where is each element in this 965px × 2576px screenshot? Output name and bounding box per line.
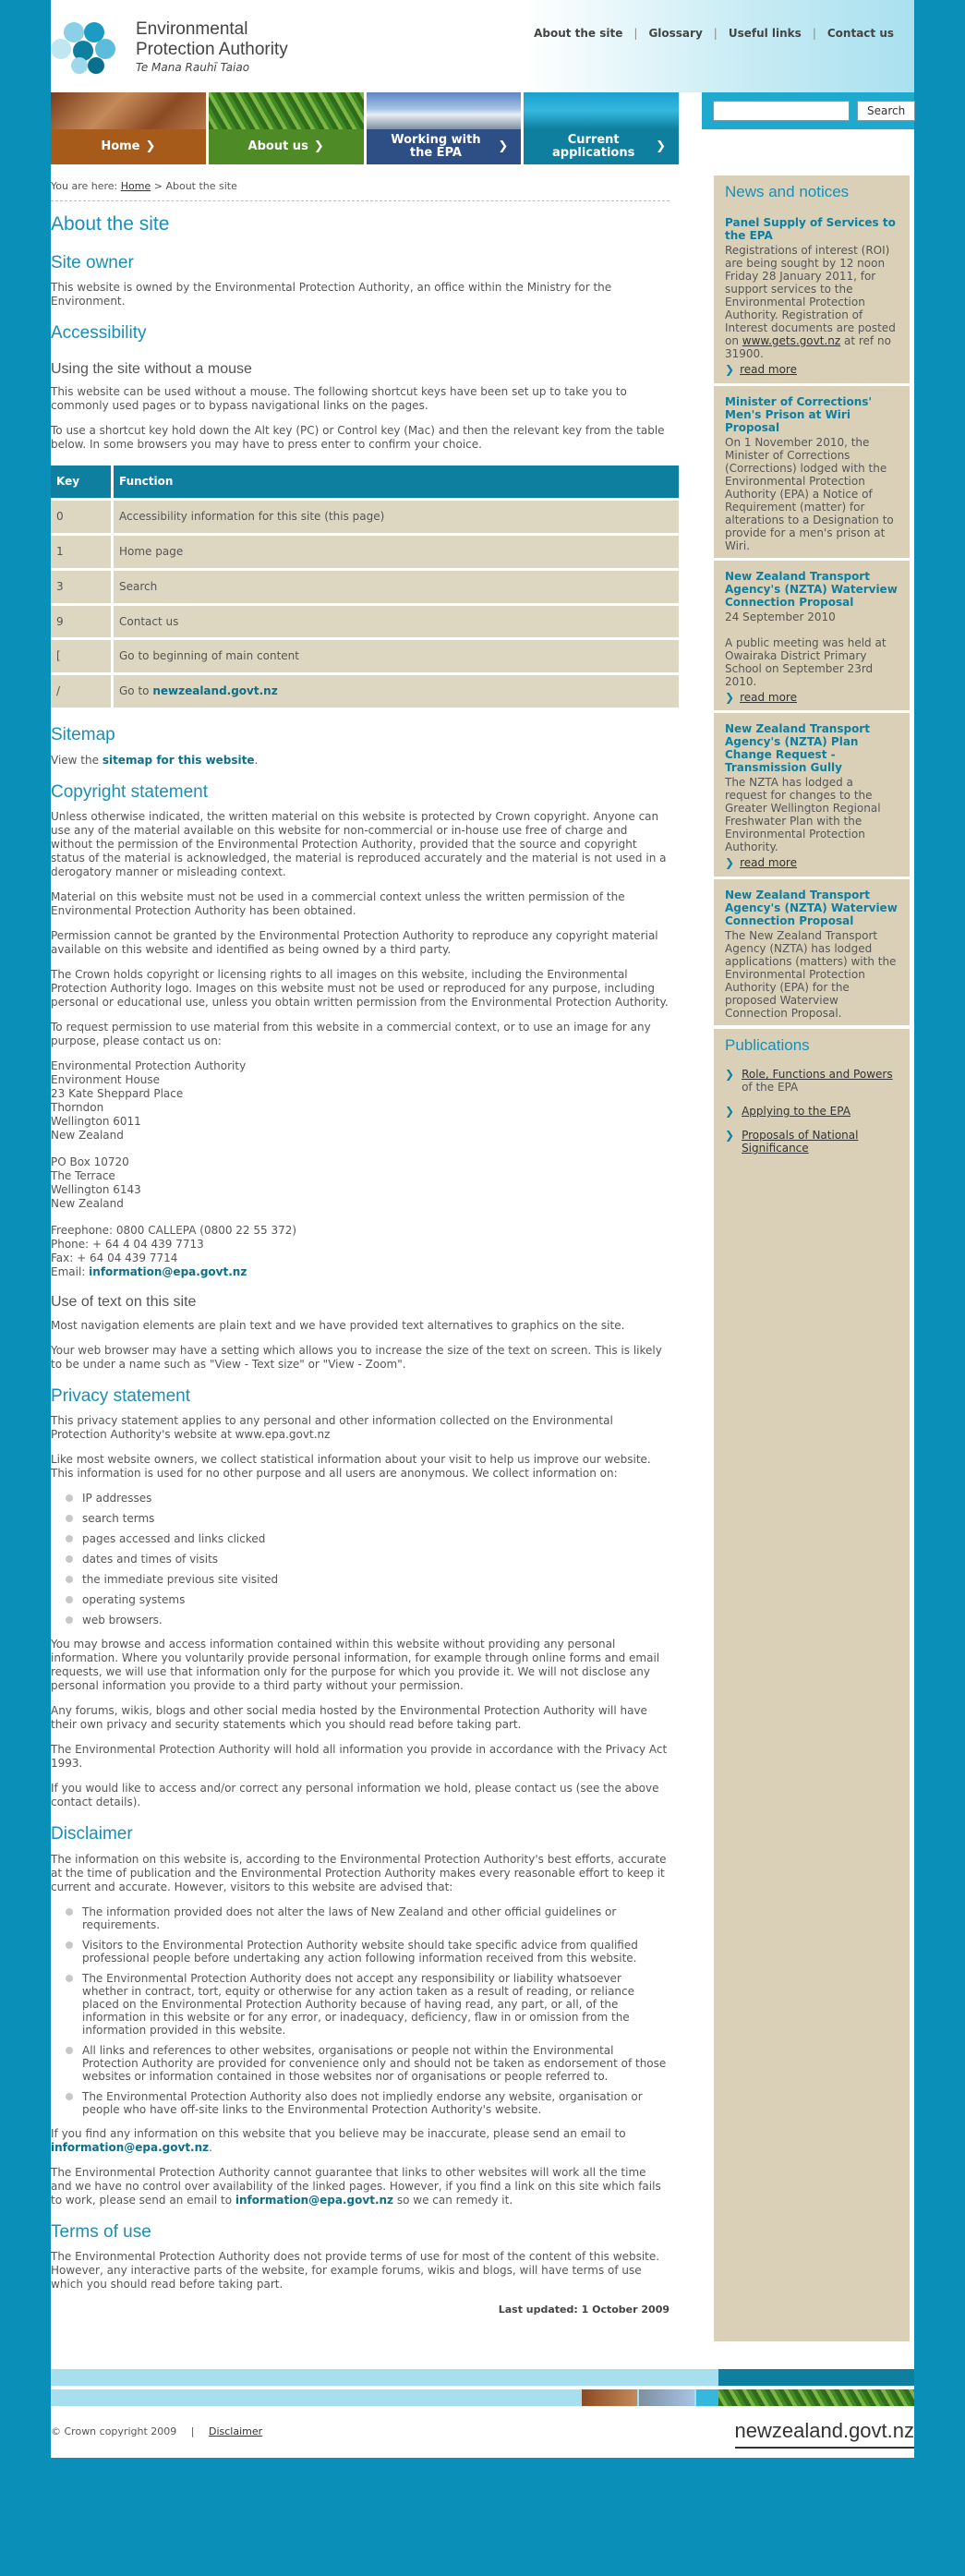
sitemap-text: View the sitemap for this website. xyxy=(51,753,259,767)
privacy-text-1: This privacy statement applies to any personal and other information collected on the Environmental Protection Authority's website at www.epa.govt.nz xyxy=(51,1414,613,1442)
email-link[interactable]: information@epa.govt.nz xyxy=(89,1265,247,1279)
sidebar xyxy=(714,175,910,2341)
news-title[interactable]: New Zealand Transport Agency's (NZTA) Plan Change Request - Transmission Gully xyxy=(725,722,870,775)
list-item: search terms xyxy=(60,1512,669,1525)
privacy-text-3: You may browse and access information contained within this website without providing any personal information. Where you voluntarily provide personal information, for example through online forms and email requests, we will use that information only for the purpose for which you provide it. We will not disclose any personal information you provide to a third party without your permission. xyxy=(51,1638,660,1693)
news-title[interactable]: New Zealand Transport Agency's (NZTA) Waterview Connection Proposal xyxy=(725,569,898,609)
arrow-right-icon: ❯ xyxy=(725,690,735,704)
newzealand-govt-logo[interactable]: newzealand.govt.nz xyxy=(735,2417,914,2449)
news-title[interactable]: Minister of Corrections' Men's Prison at Wiri Proposal xyxy=(725,394,873,434)
email-link[interactable]: information@epa.govt.nz xyxy=(235,2193,394,2207)
top-link-about-site[interactable]: About the site xyxy=(534,27,623,40)
news-item: New Zealand Transport Agency's (NZTA) Waterview Connection Proposal 24 September 2010 A public meeting was held at Owairaka District Primary School on September 23rd 2010. ❯ read more xyxy=(714,558,910,711)
chevron-right-icon: ❯ xyxy=(313,139,324,153)
without-mouse-text-1: This website can be used without a mouse. The following shortcut keys have been set up to take you to commonly used pages or to bypass navigational links on the pages. xyxy=(51,385,627,413)
list-item: pages accessed and links clicked xyxy=(60,1532,669,1545)
nav-label-home: Home xyxy=(101,139,140,153)
list-item: IP addresses xyxy=(60,1492,669,1505)
list-item: Visitors to the Environmental Protection Authority website should take specific advice from qualified professional people before undertaking any action following information received from this website. xyxy=(60,1939,669,1965)
table-row: [ Go to beginning of main content xyxy=(51,640,679,672)
nav-row xyxy=(51,92,914,172)
list-item xyxy=(725,1105,899,1118)
breadcrumb: You are here: Home > About the site xyxy=(51,179,669,201)
disclaimer-text-3: The Environmental Protection Authority cannot guarantee that links to other websites will work all the time and we have no control over availability of the linked pages. However, if you find a link on this site which fails to work, please send an email to information@epa.govt.nz so we can remedy it. xyxy=(51,2165,661,2207)
table-row: / Go to newzealand.govt.nz xyxy=(51,675,679,707)
disclaimer-text-1: The information on this website is, according to the Environmental Protection Authority's best efforts, accurate at the time of publication and the Environmental Protection Authority makes every reasonable effort to keep it current and accurate. However, visitors to this website are advised that: xyxy=(51,1852,667,1893)
arrow-right-icon: ❯ xyxy=(725,856,735,870)
heading-sitemap: Sitemap xyxy=(51,724,115,744)
list-item: ❯ Role, Functions and Powers of the EPA xyxy=(725,1067,893,1094)
logo-title-line1: Environmental xyxy=(136,19,248,39)
logo-maori-name: Te Mana Rauhī Taiao xyxy=(136,61,250,74)
page xyxy=(51,0,914,2458)
disclaimer-list xyxy=(60,1905,669,2116)
newzealand-govt-link[interactable]: newzealand.govt.nz xyxy=(152,684,278,698)
site-owner-text: This website is owned by the Environmental Protection Authority, an office within the Ministry for the Environment. xyxy=(51,281,612,308)
publication-link[interactable]: Proposals of National Significance xyxy=(742,1128,859,1155)
table-row: 0 Accessibility information for this site (this page) xyxy=(51,501,679,533)
arrow-right-icon: ❯ xyxy=(725,1104,735,1118)
nav-image-water xyxy=(524,92,679,129)
terms-text-1: The Environmental Protection Authority does not provide terms of use for most of the content of this website. However, any interactive parts of the website, for example forums, wikis and blogs, will have terms of use which you should read before taking part. xyxy=(51,2250,660,2292)
table-header-key: Key xyxy=(51,466,114,498)
top-link-glossary[interactable]: Glossary xyxy=(648,27,703,40)
list-item: the immediate previous site visited xyxy=(60,1573,669,1586)
heading-without-mouse: Using the site without a mouse xyxy=(51,360,252,377)
heading-disclaimer: Disclaimer xyxy=(51,1824,133,1844)
site-footer: © Crown copyright 2009 | Disclaimer newzealand.govt.nz xyxy=(51,2406,914,2458)
without-mouse-text-2: To use a shortcut key hold down the Alt key (PC) or Control key (Mac) and then the relevant key from the table below. In some browsers you may have to press enter to confirm your choice. xyxy=(51,424,665,452)
heading-accessibility: Accessibility xyxy=(51,323,147,344)
copyright-text-5: To request permission to use material from this website in a commercial context, or to use an image for any purpose, please contact us on: xyxy=(51,1021,651,1048)
use-of-text-2: Your web browser may have a setting which allows you to increase the size of the text on screen. This is likely to be under a name such as "View - Text size" or "View - Zoom". xyxy=(51,1343,662,1371)
nav-label-about: About us xyxy=(247,139,308,153)
shortcut-keys-table xyxy=(51,463,679,710)
arrow-right-icon: ❯ xyxy=(725,1067,735,1081)
news-title[interactable]: New Zealand Transport Agency's (NZTA) Waterview Connection Proposal xyxy=(725,889,898,928)
heading-copyright: Copyright statement xyxy=(51,781,209,802)
arrow-right-icon: ❯ xyxy=(725,362,735,376)
search-box xyxy=(702,92,914,129)
publications-list xyxy=(714,1060,910,1173)
logo-title-line2: Protection Authority xyxy=(136,40,288,59)
gets-link[interactable]: www.gets.govt.nz xyxy=(742,333,841,347)
chevron-right-icon: ❯ xyxy=(498,139,509,153)
nav-item-about[interactable] xyxy=(209,92,364,168)
heading-privacy: Privacy statement xyxy=(51,1385,190,1406)
privacy-text-4: Any forums, wikis, blogs and other social media hosted by the Environmental Protection Authority will have their own privacy and security statements which you should read before taking part. xyxy=(51,1704,647,1732)
read-more-link[interactable]: read more xyxy=(740,856,797,870)
chevron-right-icon: ❯ xyxy=(656,139,666,153)
page-title: About the site xyxy=(51,213,170,236)
read-more-link[interactable]: read more xyxy=(740,690,797,704)
list-item: dates and times of visits xyxy=(60,1553,669,1566)
main-nav xyxy=(51,92,679,168)
table-row: 3 Search xyxy=(51,571,679,603)
privacy-text-6: If you would like to access and/or correct any personal information we hold, please contact us (see the above contact details). xyxy=(51,1782,659,1809)
breadcrumb-current: About the site xyxy=(165,180,237,192)
nav-image-fern xyxy=(209,92,364,129)
news-item: New Zealand Transport Agency's (NZTA) Plan Change Request - Transmission Gully The NZTA has lodged a request for changes to the Greater Wellington Regional Freshwater Plan with the Environmental Protection Authority. ❯ read more xyxy=(714,710,910,877)
chevron-right-icon: ❯ xyxy=(145,139,156,153)
privacy-text-2: Like most website owners, we collect statistical information about your visit to help us improve our website. This information is used for no other purpose and all users are anonymous. We collect information on: xyxy=(51,1453,651,1481)
heading-site-owner: Site owner xyxy=(51,252,134,272)
table-row: 1 Home page xyxy=(51,536,679,568)
news-heading: News and notices xyxy=(725,183,850,200)
news-item: Minister of Corrections' Men's Prison at Wiri Proposal On 1 November 2010, the Minister of Corrections (Corrections) lodged with the Environmental Protection Authority (EPA) a Notice of Requirement (matter) for alterations to a Designation to provide for a men's prison at Wiri. xyxy=(714,383,910,558)
disclaimer-text-2: If you find any information on this website that you believe may be inaccurate, please send an email to information@epa.govt.nz. xyxy=(51,2126,626,2154)
table-row: 9 Contact us xyxy=(51,606,679,638)
main-content xyxy=(51,172,679,2341)
epa-logo-icon xyxy=(51,18,127,76)
table-header-function: Function xyxy=(114,466,679,498)
list-item: The Environmental Protection Authority also does not impliedly endorse any website, organisation or people who have off-site links to the Environmental Protection Authority's website. xyxy=(60,2090,669,2116)
list-item: The Environmental Protection Authority does not accept any responsibility or liability whatsoever whether in contract, tort, equity or otherwise for any action taken as a result of reading, or reliance placed on the Environmental Protection Authority because of having read, any part, or all, of the information in this website or for any error, or inadequacy, deficiency, flaw in or omission from the information provided in this website. xyxy=(60,1972,669,2037)
copyright-text-3: Permission cannot be granted by the Environmental Protection Authority to reproduce any copyright material available on this website and identified as being owned by a third party. xyxy=(51,929,658,957)
contact-address: Environmental Protection Authority Environment House 23 Kate Sheppard Place Thorndon Wellington 6011 New Zealand PO Box 10720 The Terrace Wellington 6143 New Zealand Freephone: 0800 CALLEPA (0800 22 55 372) Phone: + 64 4 04 439 7713 Fax: + 64 04 439 7714 Email: information@epa.govt.nz xyxy=(51,1059,297,1279)
publication-link[interactable]: Role, Functions and Powers xyxy=(742,1067,893,1081)
top-link-contact-us[interactable]: Contact us xyxy=(826,27,894,40)
privacy-list xyxy=(60,1492,669,1627)
footer-disclaimer-link[interactable]: Disclaimer xyxy=(208,2425,263,2437)
nav-item-working[interactable] xyxy=(367,92,522,168)
arrow-right-icon: ❯ xyxy=(725,1128,735,1142)
copyright-text-2: Material on this website must not be used in a commercial context unless the written permission of the Environmental Protection Authority has been obtained. xyxy=(51,890,625,918)
heading-use-of-text: Use of text on this site xyxy=(51,1294,197,1311)
nav-image-sky xyxy=(367,92,522,129)
footer-decoration xyxy=(51,2341,914,2406)
last-updated: Last updated: 1 October 2009 xyxy=(498,2304,669,2316)
list-item: operating systems xyxy=(60,1593,669,1606)
nav-item-current[interactable] xyxy=(524,92,679,168)
heading-terms: Terms of use xyxy=(51,2221,151,2242)
site-header xyxy=(51,0,914,92)
copyright-text: © Crown copyright 2009 xyxy=(51,2425,177,2437)
copyright-text-1: Unless otherwise indicated, the written material on this website is protected by Crown copyright. Anyone can use any of the material available on this website for non-commercial or in-house use free of charge and without the permission of the Environmental Protection Authority, provided that the source and copyright status of the material is acknowledged, the material is reproduced accurately and the material is not used in a derogatory manner or misleading context. xyxy=(51,810,667,879)
news-item: Panel Supply of Services to the EPA Registrations of interest (ROI) are being sought by 12 noon Friday 28 January 2011, for support services to the Environmental Protection Authority. Registration of Interest documents are posted on www.gets.govt.nz at ref no 31900. ❯ read more xyxy=(714,207,910,383)
search-button[interactable]: Search xyxy=(857,101,915,121)
list-item: All links and references to other websites, organisations or people not within the Environmental Protection Authority are provided for convenience only and should not be taken as endorsement of those websites or information contained in those websites nor of organisations or people referred to. xyxy=(60,2044,669,2083)
privacy-text-5: The Environmental Protection Authority will hold all information you provide in accordance with the Privacy Act 1993. xyxy=(51,1743,668,1771)
nav-label-working: Working with the EPA xyxy=(391,133,481,160)
search-input[interactable] xyxy=(713,101,850,121)
read-more-link[interactable]: read more xyxy=(740,362,797,376)
list-item: The information provided does not alter the laws of New Zealand and other official guidelines or requirements. xyxy=(60,1905,669,1931)
sitemap-link[interactable]: sitemap for this website xyxy=(102,753,255,767)
email-link[interactable]: information@epa.govt.nz xyxy=(51,2140,210,2154)
news-title[interactable]: Panel Supply of Services to the EPA xyxy=(725,215,896,242)
publications-heading: Publications xyxy=(725,1036,810,1055)
breadcrumb-home-link[interactable]: Home xyxy=(120,180,151,192)
nav-item-home[interactable] xyxy=(51,92,206,168)
nav-image-leaf xyxy=(51,92,206,129)
use-of-text-1: Most navigation elements are plain text and we have provided text alternatives to graphics on the site. xyxy=(51,1318,625,1332)
news-item: New Zealand Transport Agency's (NZTA) Waterview Connection Proposal The New Zealand Transport Agency (NZTA) has lodged applications (matters) with the Environmental Protection Authority (EPA) for the proposed Waterview Connection Proposal. xyxy=(714,877,910,1025)
nav-label-current: Current applications xyxy=(551,133,635,160)
publication-link[interactable]: Applying to the EPA xyxy=(742,1104,850,1118)
copyright-text-4: The Crown holds copyright or licensing rights to all images on this website, including the Environmental Protection Authority logo. Images on this website must not be used or reproduced for any purpose, including personal or educational use, unless you obtain written permission from the Environmental Protection Authority. xyxy=(51,968,669,1010)
top-link-useful-links[interactable]: Useful links xyxy=(728,27,802,40)
footer-image-strip xyxy=(51,2389,914,2406)
site-logo[interactable] xyxy=(51,18,288,76)
list-item: web browsers. xyxy=(60,1614,669,1627)
list-item xyxy=(725,1129,899,1155)
top-links: About the site | Glossary | Useful links | Contact us xyxy=(534,27,894,40)
